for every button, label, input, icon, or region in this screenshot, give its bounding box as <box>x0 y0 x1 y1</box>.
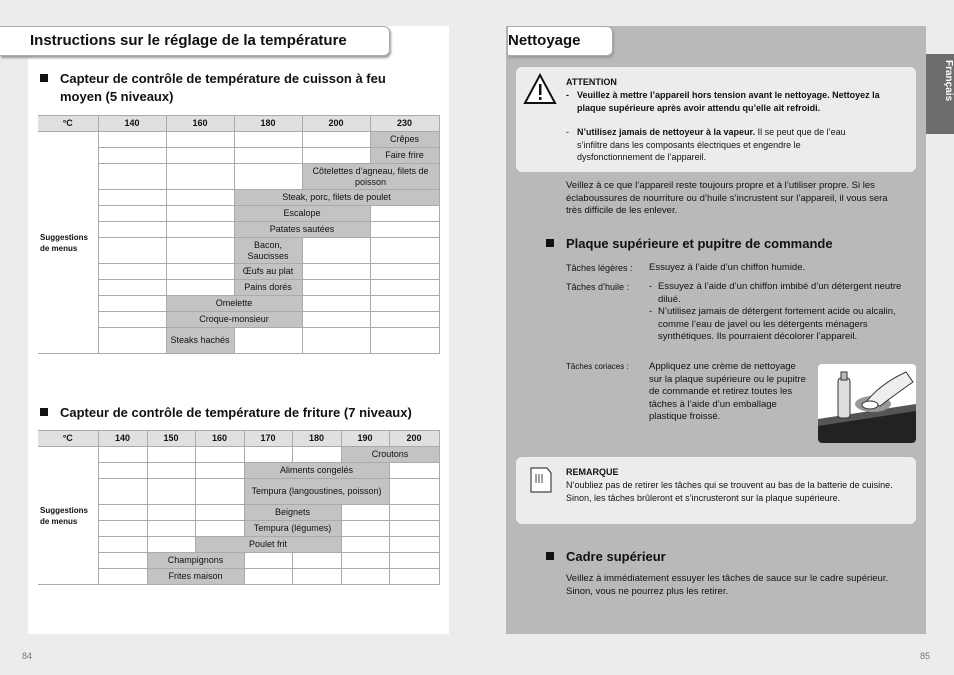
unit-cell: °C <box>38 431 98 447</box>
menu-item: Crêpes <box>370 132 439 148</box>
col-170: 170 <box>244 431 292 447</box>
section-title-cooking: Capteur de contrôle de température de cuisson à feu moyen (5 niveaux) <box>60 70 420 106</box>
menu-item: Aliments congelés <box>244 463 389 479</box>
section-title-cadre: Cadre supérieur <box>566 549 666 564</box>
label-oil: Tâches d’huile : <box>566 282 630 292</box>
col-140: 140 <box>98 116 166 132</box>
value-oil-1: Essuyez à l’aide d’un chiffon imbibé d’un détergent neutre dilué. <box>658 281 902 305</box>
menu-item: Escalope <box>234 206 370 222</box>
attention-item-2-text: Il se peut que de l’eau s’infiltre dans les composants électriques et engendre le dysfonctionnement de l’appareil. <box>577 127 846 162</box>
remarque-box <box>516 457 916 524</box>
col-180: 180 <box>234 116 302 132</box>
value-oil-2: N’utilisez jamais de détergent fortement acide ou alcalin, comme l’eau de javel ou les détergents ménagers synthétiques. Ils pourraient décolorer l’appareil. <box>658 306 896 342</box>
left-page-title: Instructions sur le réglage de la température <box>30 32 347 49</box>
frying-temperature-table <box>38 430 440 585</box>
menu-item: Bacon, Saucisses <box>234 238 302 264</box>
label-light: Tâches légères : <box>566 263 633 273</box>
menu-item: Côtelettes d’agneau, filets de poisson <box>302 164 439 190</box>
page-number-left: 84 <box>22 651 33 661</box>
note-icon <box>528 465 554 495</box>
col-160: 160 <box>195 431 244 447</box>
cleaning-illustration <box>818 364 916 443</box>
attention-box: ATTENTION - Veuillez à mettre l’appareil hors tension avant le nettoyage. Nettoyez la plaque supérieure après avoir attendu qu’elle ait refroidi. - N’utilisez jamais de nettoyeur à la vapeur. Il se peut que de l’eau s’infiltre dans les composants électriques et engendre le dysfonctionnement de l’appareil. <box>516 67 916 172</box>
unit-cell: °C <box>38 116 98 132</box>
menu-item: Patates sautées <box>234 222 370 238</box>
col-150: 150 <box>147 431 195 447</box>
remarque-text: N’oubliez pas de retirer les tâches qui se trouvent au bas de la batterie de cuisine. Sinon, les tâches brûleront et s’incrusteront sur la plaque supérieure. <box>566 480 893 503</box>
attention-item-1: Veuillez à mettre l’appareil hors tension avant le nettoyage. Nettoyez la plaque supérieure après avoir attendu qu’elle ait refroidi. <box>577 90 880 113</box>
section-title-frying: Capteur de contrôle de température de friture (7 niveaux) <box>60 404 440 422</box>
right-page-title: Nettoyage <box>508 32 581 49</box>
col-190: 190 <box>341 431 389 447</box>
value-hard: Appliquez une crème de nettoyage sur la plaque supérieure ou le pupitre de commande et retirez toutes les tâches à l’aide d’un emballage plastique froissé. <box>649 361 806 422</box>
right-title-tab <box>507 26 613 56</box>
intro-text: Veillez à ce que l’appareil reste toujours propre et à l’utiliser propre. Si les éclaboussures de nourriture ou d’huile s’incrustent sur l’appareil, il vous sera très difficile de les enlever. <box>566 180 888 216</box>
menu-item: Steak, porc, filets de poulet <box>234 190 439 206</box>
col-160: 160 <box>166 116 234 132</box>
menu-item: Champignons <box>147 553 244 569</box>
page-number-right: 85 <box>920 651 931 661</box>
remarque-title: REMARQUE <box>566 467 619 477</box>
menus-label: Suggestions de menus <box>40 505 89 526</box>
menus-label: Suggestions de menus <box>40 232 89 253</box>
hand-cleaning-image <box>818 364 916 443</box>
section-title-plaque: Plaque supérieure et pupitre de commande <box>566 236 833 251</box>
col-180: 180 <box>292 431 341 447</box>
menu-item: Beignets <box>244 505 341 521</box>
col-230: 230 <box>370 116 439 132</box>
attention-item-2-bold: N’utilisez jamais de nettoyeur à la vapeur. <box>577 127 756 137</box>
menu-item: Omelette <box>166 296 302 312</box>
attention-item-2 <box>577 126 877 164</box>
menu-item: Tempura (langoustines, poisson) <box>244 479 389 505</box>
label-hard: Tâches coriaces : <box>566 362 629 371</box>
attention-title: ATTENTION <box>566 77 617 87</box>
language-tab: Français <box>926 54 954 134</box>
cadre-text: Veillez à immédiatement essuyer les tâches de sauce sur le cadre supérieur. Sinon, vous ne pourrez plus les retirer. <box>566 573 889 597</box>
left-title-tab <box>0 26 390 56</box>
menu-item: Croutons <box>341 447 439 463</box>
menu-item: Pains dorés <box>234 280 302 296</box>
value-light: Essuyez à l’aide d’un chiffon humide. <box>649 262 806 273</box>
col-200: 200 <box>389 431 439 447</box>
menu-item: Œufs au plat <box>234 264 302 280</box>
menu-item: Poulet frit <box>195 537 341 553</box>
menu-item: Tempura (légumes) <box>244 521 341 537</box>
col-140: 140 <box>98 431 147 447</box>
menu-item: Frites maison <box>147 569 244 585</box>
cooking-temperature-table <box>38 115 440 354</box>
col-200: 200 <box>302 116 370 132</box>
menu-item: Croque-monsieur <box>166 312 302 328</box>
warning-icon <box>523 73 557 105</box>
menu-item: Faire frire <box>370 148 439 164</box>
menu-item: Steaks hachés <box>166 328 234 354</box>
